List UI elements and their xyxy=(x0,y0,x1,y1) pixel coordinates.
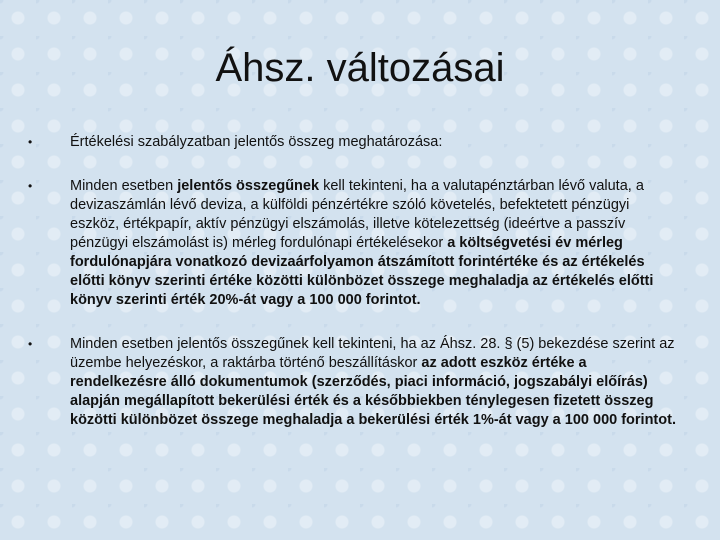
bullet-text-1 xyxy=(70,133,680,152)
bullet-icon: • xyxy=(28,135,33,149)
text-segment: kell tekinteni, ha a valutapénztárban lévő valuta, a devizaszámlán lévő deviza, a külföldi pénzértékre szóló követelés, befektetett pénzügyi eszköz, értékpapír, aktív pénzügyi elszámolás, illetve kötelezettség (ideértve a passzív pénzügyi elszámolást is) mérleg fordulónapi értékelésekor xyxy=(70,178,644,251)
text-segment: jelentős összegűnek xyxy=(177,178,320,194)
text-segment: Minden esetben jelentős összegűnek kell tekinteni, ha az Áhsz. 28. § (5) bekezdése szerint az üzembe helyezéskor, a raktárba történő beszállításkor xyxy=(70,336,675,371)
bullet-icon: • xyxy=(28,337,33,351)
bullet-text-2 xyxy=(70,177,680,310)
slide-title: Áhsz. változásai xyxy=(215,46,505,90)
text-segment: Minden esetben xyxy=(70,178,178,194)
bullet-text-3 xyxy=(70,335,680,430)
bullet-icon: • xyxy=(28,179,33,193)
text-segment: a költségvetési év mérleg fordulónapjára vonatkozó devizaárfolyamon átszámított forintértéke és az értékelés előtti könyv szerinti értéke közötti különbözet összege meghaladja az értékelés előtti könyv szerinti érték 20%-át vagy a 100 000 forintot. xyxy=(70,235,654,308)
text-segment: az adott eszköz értéke a rendelkezésre álló dokumentumok (szerződés, piaci információ, jogszabályi előírás) alapján megállapított bekerülési érték és a későbbiekben ténylegesen fizetett összeg közötti különbözet összege meghaladja a bekerülési érték 1%-át vagy a 100 000 forintot. xyxy=(70,355,676,428)
text-segment: Értékelési szabályzatban jelentős összeg meghatározása: xyxy=(70,134,443,150)
